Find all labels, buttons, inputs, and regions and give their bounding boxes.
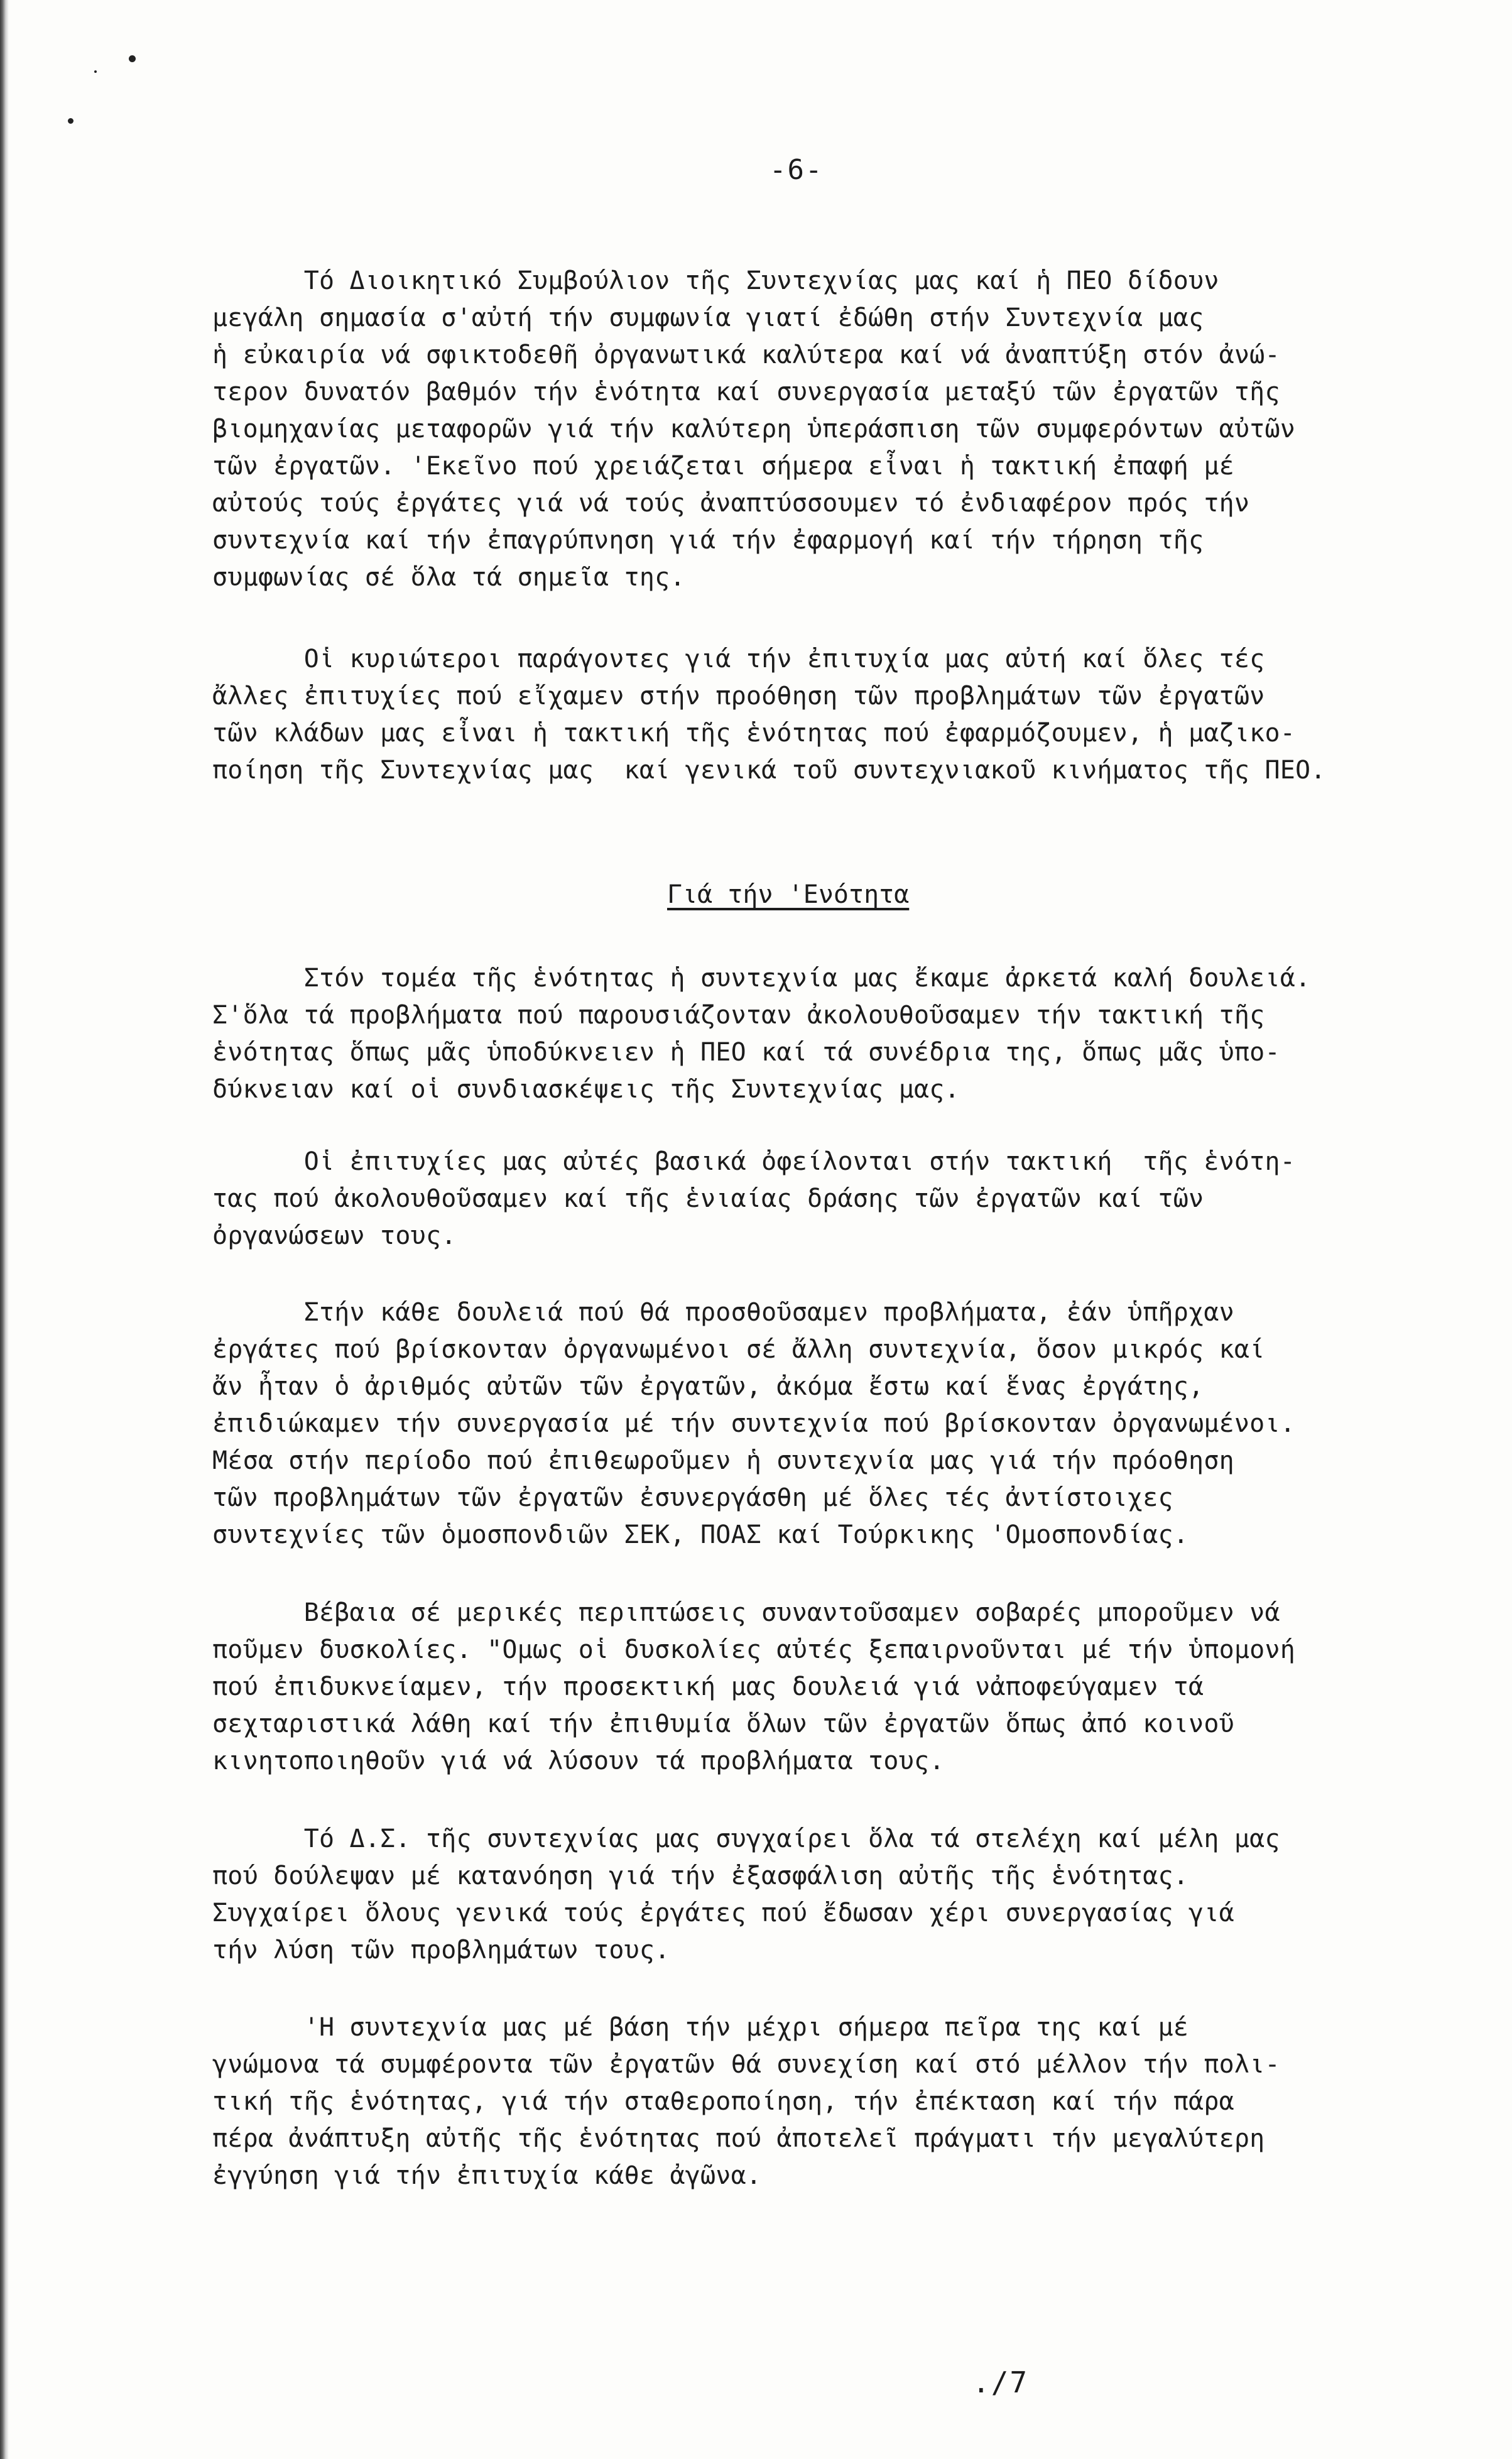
text-line: Στήν κάθε δουλειά πού θά προσθοῦσαμεν προβλήματα, ἐάν ὑπῆρχαν	[212, 1298, 1234, 1327]
text-line: ἑνότητας ὅπως μᾶς ὑποδύκνειεν ἡ ΠΕΟ καί τά συνέδρια της, ὅπως μᾶς ὑπο-	[212, 1038, 1280, 1067]
text-line: τῶν προβλημάτων τῶν ἐργατῶν ἐσυνεργάσθη μέ ὅλες τές ἀντίστοιχες	[212, 1483, 1173, 1512]
text-line: τῶν κλάδων μας εἶναι ἡ τακτική τῆς ἑνότητας πού ἐφαρμόζουμεν, ἡ μαζικο-	[212, 719, 1296, 748]
scan-left-edge	[0, 0, 9, 2459]
text-line: τική τῆς ἑνότητας, γιά τήν σταθεροποίηση, τήν ἐπέκταση καί τήν πάρα	[212, 2087, 1234, 2116]
paragraph-1	[212, 263, 1393, 596]
text-line: τας πού ἀκολουθοῦσαμεν καί τῆς ἑνιαίας δράσης τῶν ἐργατῶν καί τῶν	[212, 1184, 1204, 1213]
text-line: Οἱ κυριώτεροι παράγοντες γιά τήν ἐπιτυχία μας αὐτή καί ὅλες τές	[212, 645, 1265, 673]
text-line: τήν λύση τῶν προβλημάτων τους.	[212, 1936, 670, 1965]
continuation-mark: ./7	[972, 2365, 1029, 2399]
text-line: τῶν ἐργατῶν. 'Εκεῖνο πού χρειάζεται σήμερα εἶναι ἡ τακτική ἐπαφή μέ	[212, 452, 1234, 481]
text-line: κινητοποιηθοῦν γιά νά λύσουν τά προβλήματα τους.	[212, 1747, 945, 1775]
text-line: Μέσα στήν περίοδο πού ἐπιθεωροῦμεν ἡ συντεχνία μας γιά τήν πρόοθηση	[212, 1446, 1234, 1475]
text-line: Στόν τομέα τῆς ἑνότητας ἡ συντεχνία μας ἔκαμε ἀρκετά καλή δουλειά.	[212, 964, 1311, 993]
text-line: αὐτούς τούς ἐργάτες γιά νά τούς ἀναπτύσσουμεν τό ἐνδιαφέρον πρός τήν	[212, 489, 1250, 518]
text-line: μεγάλη σημασία σ'αὐτή τήν συμφωνία γιατί ἐδώθη στήν Συντεχνία μας	[212, 303, 1204, 332]
text-line: συντεχνίες τῶν ὁμοσπονδιῶν ΣΕΚ, ΠΟΑΣ καί Τούρκικης 'Ομοσπονδίας.	[212, 1520, 1189, 1549]
paragraph-4	[212, 1143, 1393, 1255]
paragraph-6	[212, 1595, 1393, 1780]
text-line: Οἱ ἐπιτυχίες μας αὐτές βασικά ὀφείλονται στήν τακτική τῆς ἑνότη-	[212, 1147, 1296, 1176]
ink-speck	[94, 70, 97, 73]
text-line: δύκνειαν καί οἱ συνδιασκέψεις τῆς Συντεχνίας μας.	[212, 1075, 960, 1104]
text-line: ἄλλες ἐπιτυχίες πού εἴχαμεν στήν προόθηση τῶν προβλημάτων τῶν ἐργατῶν	[212, 682, 1265, 711]
paragraph-7	[212, 1821, 1393, 1969]
text-line: συμφωνίας σέ ὅλα τά σημεῖα της.	[212, 563, 685, 592]
text-line: ποῦμεν δυσκολίες. "Ομως οἱ δυσκολίες αὐτές ξεπαιρνοῦνται μέ τήν ὑπομονή	[212, 1635, 1296, 1664]
text-line: τερον δυνατόν βαθμόν τήν ἑνότητα καί συνεργασία μεταξύ τῶν ἐργατῶν τῆς	[212, 378, 1280, 406]
text-line: Τό Δ.Σ. τῆς συντεχνίας μας συγχαίρει ὅλα τά στελέχη καί μέλη μας	[212, 1824, 1280, 1853]
text-line: πού δούλεψαν μέ κατανόηση γιά τήν ἐξασφάλιση αὐτῆς τῆς ἑνότητας.	[212, 1862, 1189, 1890]
text-line: ἐγγύηση γιά τήν ἐπιτυχία κάθε ἀγῶνα.	[212, 2161, 762, 2190]
text-line: γνώμονα τά συμφέροντα τῶν ἐργατῶν θά συνεχίση καί στό μέλλον τήν πολι-	[212, 2050, 1280, 2079]
text-line: Τό Διοικητικό Συμβούλιον τῆς Συντεχνίας μας καί ἡ ΠΕΟ δίδουν	[212, 266, 1219, 295]
text-line: πέρα ἀνάπτυξη αὐτῆς τῆς ἑνότητας πού ἀποτελεῖ πράγματι τήν μεγαλύτερη	[212, 2124, 1265, 2153]
text-line: Σ'ὅλα τά προβλήματα πού παρουσιάζονταν ἀκολουθοῦσαμεν τήν τακτική τῆς	[212, 1001, 1265, 1030]
text-line: βιομηχανίας μεταφορῶν γιά τήν καλύτερη ὑπεράσπιση τῶν συμφερόντων αὐτῶν	[212, 415, 1296, 444]
text-line: Συγχαίρει ὅλους γενικά τούς ἐργάτες πού ἔδωσαν χέρι συνεργασίας γιά	[212, 1899, 1234, 1927]
text-line: ἡ εὐκαιρία νά σφικτοδεθῆ ὀργανωτικά καλύτερα καί νά ἀναπτύξη στόν ἀνώ-	[212, 341, 1280, 369]
section-heading: Γιά τήν 'Ενότητα	[667, 880, 910, 909]
text-line: ἐπιδιώκαμεν τήν συνεργασία μέ τήν συντεχνία πού βρίσκονταν ὀργανωμένοι.	[212, 1409, 1296, 1438]
text-line: ὀργανώσεων τους.	[212, 1221, 457, 1250]
paragraph-8	[212, 2009, 1393, 2195]
text-line: 'Η συντεχνία μας μέ βάση τήν μέχρι σήμερα πεῖρα της καί μέ	[212, 2013, 1189, 2042]
page-number: -6-	[770, 154, 824, 186]
text-line: πού ἐπιδυκνείαμεν, τήν προσεκτική μας δουλειά γιά νἀποφεύγαμεν τά	[212, 1672, 1204, 1701]
text-line: σεχταριστικά λάθη καί τήν ἐπιθυμία ὅλων τῶν ἐργατῶν ὅπως ἀπό κοινοῦ	[212, 1709, 1234, 1738]
ink-speck	[68, 118, 73, 124]
text-line: ἐργάτες πού βρίσκονταν ὀργανωμένοι σέ ἄλλη συντεχνία, ὅσον μικρός καί	[212, 1335, 1265, 1364]
paragraph-2	[212, 641, 1393, 789]
text-line: Βέβαια σέ μερικές περιπτώσεις συναντοῦσαμεν σοβαρές μποροῦμεν νά	[212, 1598, 1280, 1627]
text-line: ποίηση τῆς Συντεχνίας μας καί γενικά τοῦ συντεχνιακοῦ κινήματος τῆς ΠΕΟ.	[212, 756, 1326, 785]
ink-speck	[129, 55, 136, 62]
text-line: ἄν ἦταν ὁ ἀριθμός αὐτῶν τῶν ἐργατῶν, ἀκόμα ἔστω καί ἕνας ἐργάτης,	[212, 1372, 1204, 1401]
paragraph-3	[212, 960, 1393, 1108]
paragraph-5	[212, 1294, 1393, 1554]
text-line: συντεχνία καί τήν ἐπαγρύπνηση γιά τήν ἐφαρμογή καί τήν τήρηση τῆς	[212, 526, 1204, 555]
